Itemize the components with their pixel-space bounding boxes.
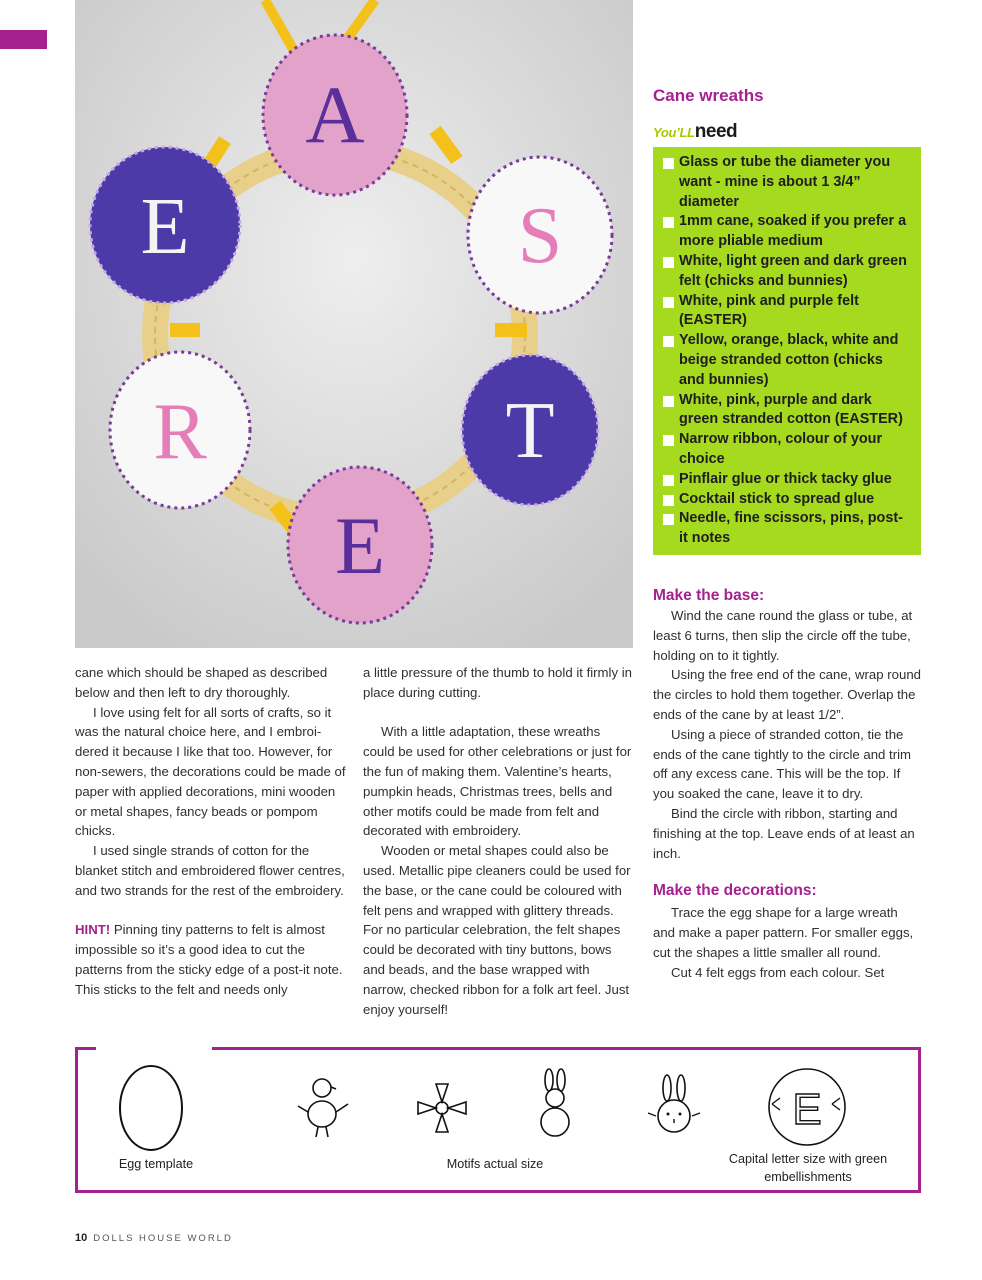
paragraph: a little pressure of the thumb to hold it firmly in place during cutting. xyxy=(363,665,632,700)
svg-text:E: E xyxy=(792,1085,822,1134)
hint-paragraph xyxy=(75,920,348,999)
egg-template-caption: Egg template xyxy=(118,1157,194,1171)
project-title: Cane wreaths xyxy=(653,86,764,105)
materials-item: White, pink, purple and dark green stranded cotton (EASTER) xyxy=(663,391,911,431)
wreath-illustration xyxy=(75,0,633,648)
svg-text:E: E xyxy=(140,183,190,271)
flower-motif-icon xyxy=(412,1078,472,1138)
heading-make-base: Make the base: xyxy=(653,587,765,604)
materials-item: Glass or tube the diameter you want - mine is about 1 3/4” diameter xyxy=(663,153,911,212)
bullet-square-icon xyxy=(663,217,674,228)
bullet-square-icon xyxy=(663,475,674,486)
svg-text:E: E xyxy=(334,500,386,591)
magazine-name: DOLLS HOUSE WORLD xyxy=(93,1233,233,1244)
svg-text:A: A xyxy=(305,69,365,160)
paragraph: cane which should be shaped as described below and then left to dry thoroughly. xyxy=(75,665,328,700)
materials-item: Cocktail stick to spread glue xyxy=(663,490,911,510)
materials-item: Pinflair glue or thick tacky glue xyxy=(663,470,911,490)
paragraph: Trace the egg shape for a large wreath and make a paper pattern. For smaller eggs, cut the shapes a little smaller all round. xyxy=(653,905,914,960)
svg-text:R: R xyxy=(153,388,207,476)
egg-T xyxy=(462,355,598,505)
egg-template-icon xyxy=(116,1062,186,1154)
hint-text: Pinning tiny patterns to felt is almost impossible so it’s a good idea to cut the patterns from the sticky edge of a post-it note. This sticks to the felt and needs only xyxy=(75,922,343,997)
heading-make-decorations: Make the decorations: xyxy=(653,882,817,900)
svg-text:S: S xyxy=(517,192,563,280)
easter-wreath-photo xyxy=(75,0,633,648)
materials-item: Narrow ribbon, colour of your choice xyxy=(663,430,911,470)
bullet-square-icon xyxy=(663,396,674,407)
bullet-square-icon xyxy=(663,435,674,446)
letter-caption: Capital letter size with green embellishments xyxy=(728,1152,888,1184)
materials-box xyxy=(653,147,921,555)
paragraph: Bind the circle with ribbon, starting and finishing at the top. Leave ends of at least an inch. xyxy=(653,805,915,861)
svg-text:T: T xyxy=(505,387,555,475)
egg-E-left xyxy=(90,147,240,303)
bullet-square-icon xyxy=(663,297,674,308)
materials-item: White, pink and purple felt (EASTER) xyxy=(663,292,911,332)
body-column-1 xyxy=(75,663,348,1000)
paragraph: I used single strands of cotton for the blanket stitch and embroidered flower centres, and two strands for the rest of the embroidery. xyxy=(75,843,345,898)
paragraph: Using a piece of stranded cotton, tie the ends of the cane tightly to the circle and trim off any excess cane. This will be the top. If you soaked the cane, leave it to dry. xyxy=(653,726,912,802)
materials-item: 1mm cane, soaked if you prefer a more pliable medium xyxy=(663,212,911,252)
motifs-caption: Motifs actual size xyxy=(446,1157,544,1171)
body-column-2 xyxy=(363,663,635,1019)
materials-item: Yellow, orange, black, white and beige stranded cotton (chicks and bunnies) xyxy=(663,331,911,390)
materials-item: White, light green and dark green felt (chicks and bunnies) xyxy=(663,252,911,292)
bullet-square-icon xyxy=(663,514,674,525)
bullet-square-icon xyxy=(663,495,674,506)
letter-template-icon xyxy=(766,1066,848,1148)
bullet-square-icon xyxy=(663,336,674,347)
youll-need-heading xyxy=(653,121,737,143)
paragraph: Using the free end of the cane, wrap round the circles to hold them together. Overlap the ends of the cane by at least 1/2”. xyxy=(653,667,921,722)
paragraph: Wooden or metal shapes could also be used. Metallic pipe cleaners could be used for the base, or the cane could be coloured with felt pens and wrapped with glittery threads. For no particular celebration, the felt shapes could be decorated with tiny buttons, bows and beads, and the base wrapped with narrow, checked ribbon for a folk art feel. Just enjoy yourself! xyxy=(363,843,631,1017)
materials-item: Needle, fine scissors, pins, post-it notes xyxy=(663,509,911,549)
youll-text: You’LL xyxy=(653,125,695,140)
body-column-3 xyxy=(653,587,923,983)
egg-E-bottom xyxy=(288,467,432,623)
bunny-face-motif-icon xyxy=(646,1072,702,1140)
paragraph: Wind the cane round the glass or tube, at least 6 turns, then slip the circle off the tube, holding on to it tightly. xyxy=(653,608,913,663)
bunny-motif-icon xyxy=(530,1066,580,1142)
paragraph: I love using felt for all sorts of crafts, so it was the natural choice here, and I embroidered it because I like that too. However, for non-sewers, the decorations could be made of paper with applied decorations, mini wooden or metal shapes, fancy beads or pompom chicks. xyxy=(75,704,346,839)
templates-box xyxy=(75,1047,921,1193)
chick-motif-icon xyxy=(294,1074,354,1142)
page-folio xyxy=(75,1232,233,1244)
section-tab xyxy=(0,30,47,49)
bullet-square-icon xyxy=(663,158,674,169)
paragraph: Cut 4 felt eggs from each colour. Set xyxy=(671,964,885,980)
need-text: need xyxy=(694,121,738,142)
paragraph: With a little adaptation, these wreaths could be used for other celebrations or just for the fun of making them. Valentine’s hearts, pumpkin heads, Christmas trees, bells and other motifs could be made from felt and decorated with embroidery. xyxy=(363,724,632,839)
egg-A xyxy=(263,35,407,195)
egg-R xyxy=(110,352,250,508)
egg-S xyxy=(468,157,612,313)
bullet-square-icon xyxy=(663,257,674,268)
hint-label: HINT! xyxy=(75,922,111,938)
page-number: 10 xyxy=(75,1232,88,1244)
